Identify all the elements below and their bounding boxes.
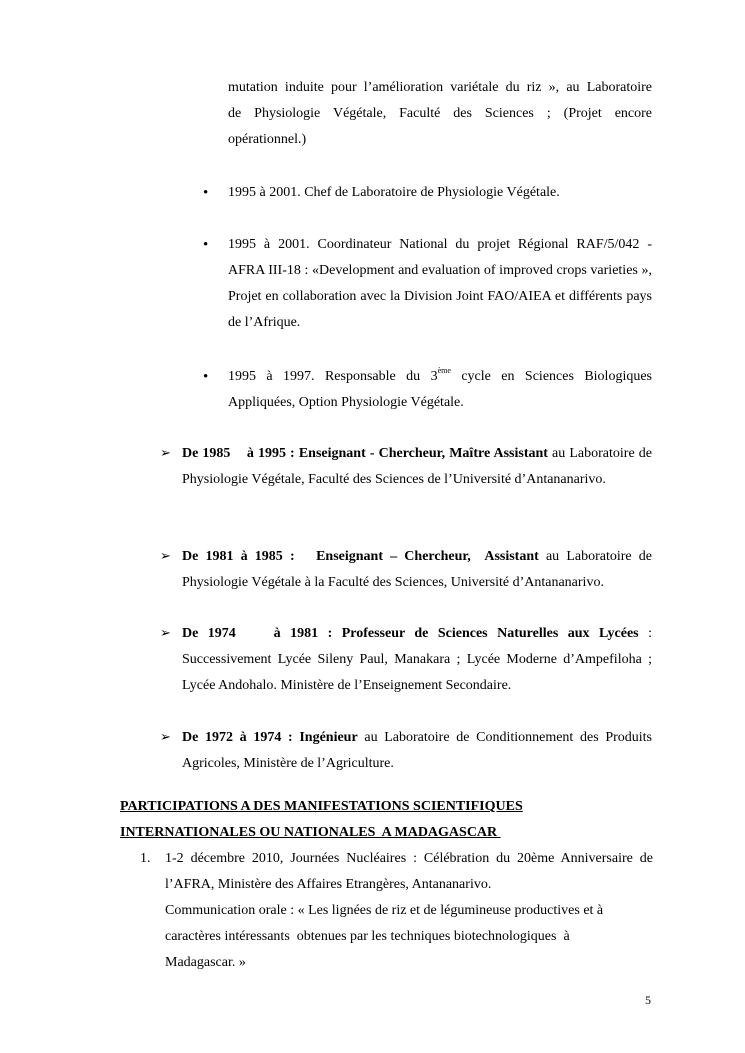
arrow-bullet-icon: ➢ xyxy=(160,446,171,461)
bullet-item-3 xyxy=(228,364,652,416)
continuation-paragraph xyxy=(228,75,652,153)
communication-line-3: Madagascar. » xyxy=(165,955,246,970)
position-1-details: au Laboratoire de Physiologie Végétale, Faculté des Sciences de l’Université d’Antananarivo. xyxy=(182,446,652,487)
list-number: 1. xyxy=(140,851,151,866)
continuation-line-2: de Physiologie Végétale, Faculté des Sciences ; (Projet encore xyxy=(228,106,652,121)
bullet-dot-icon: • xyxy=(203,369,209,385)
arrow-bullet-icon: ➢ xyxy=(160,549,171,564)
bullet-dot-icon: • xyxy=(203,237,209,253)
position-1-title: De 1985 à 1995 : Enseignant - Chercheur, Maître Assistant xyxy=(182,446,548,461)
arrow-bullet-icon: ➢ xyxy=(160,626,171,641)
bullet-3-superscript: ème xyxy=(437,366,451,375)
position-3-details: : Successivement Lycée Sileny Paul, Manakara ; Lycée Moderne d’Ampefiloha ; Lycée Andohalo. Ministère de l’Enseignement Secondaire. xyxy=(182,626,652,693)
bullet-item-1: 1995 à 2001. Chef de Laboratoire de Physiologie Végétale. xyxy=(228,185,560,200)
page-number: 5 xyxy=(645,993,651,1007)
section-heading-line-1: PARTICIPATIONS A DES MANIFESTATIONS SCIENTIFIQUES xyxy=(120,799,523,814)
communication-line-1: Communication orale : « Les lignées de riz et de légumineuse productives et à xyxy=(165,903,604,918)
section-heading-line-2: INTERNATIONALES OU NATIONALES A MADAGASCAR xyxy=(120,825,501,840)
position-4-title: De 1972 à 1974 : Ingénieur xyxy=(182,730,358,745)
continuation-line-1: mutation induite pour l’amélioration variétale du riz », au Laboratoire xyxy=(228,80,652,95)
position-item-1 xyxy=(182,441,652,493)
bullet-3-before: 1995 à 1997. Responsable du 3 xyxy=(228,369,438,384)
position-item-3 xyxy=(182,621,652,699)
bullet-dot-icon: • xyxy=(203,185,209,201)
communication-line-2: caractères intéressants obtenues par les techniques biotechnologiques à xyxy=(165,929,570,944)
position-item-2 xyxy=(182,544,652,596)
position-item-4 xyxy=(182,725,652,777)
position-2-details: au Laboratoire de Physiologie Végétale à la Faculté des Sciences, Université d’Antananarivo. xyxy=(182,549,652,590)
continuation-line-3: opérationnel.) xyxy=(228,132,307,147)
position-3-title: De 1974 à 1981 : Professeur de Sciences Naturelles aux Lycées xyxy=(182,626,639,641)
position-2-title: De 1981 à 1985 : Enseignant – Chercheur, Assistant xyxy=(182,549,539,564)
participation-item-1: 1-2 décembre 2010, Journées Nucléaires : Célébration du 20ème Anniversaire de l’AFRA, Ministère des Affaires Etrangères, Antananarivo. xyxy=(165,851,653,892)
bullet-3-after: cycle en Sciences Biologiques Appliquées, Option Physiologie Végétale. xyxy=(228,369,652,410)
bullet-item-2: 1995 à 2001. Coordinateur National du projet Régional RAF/5/042 - AFRA III-18 : «Development and evaluation of improved crops varieties », Projet en collaboration avec la Division Joint FAO/AIEA et différents pays de l’Afrique. xyxy=(228,237,652,330)
arrow-bullet-icon: ➢ xyxy=(160,730,171,745)
position-4-details: au Laboratoire de Conditionnement des Produits Agricoles, Ministère de l’Agriculture. xyxy=(182,730,652,771)
